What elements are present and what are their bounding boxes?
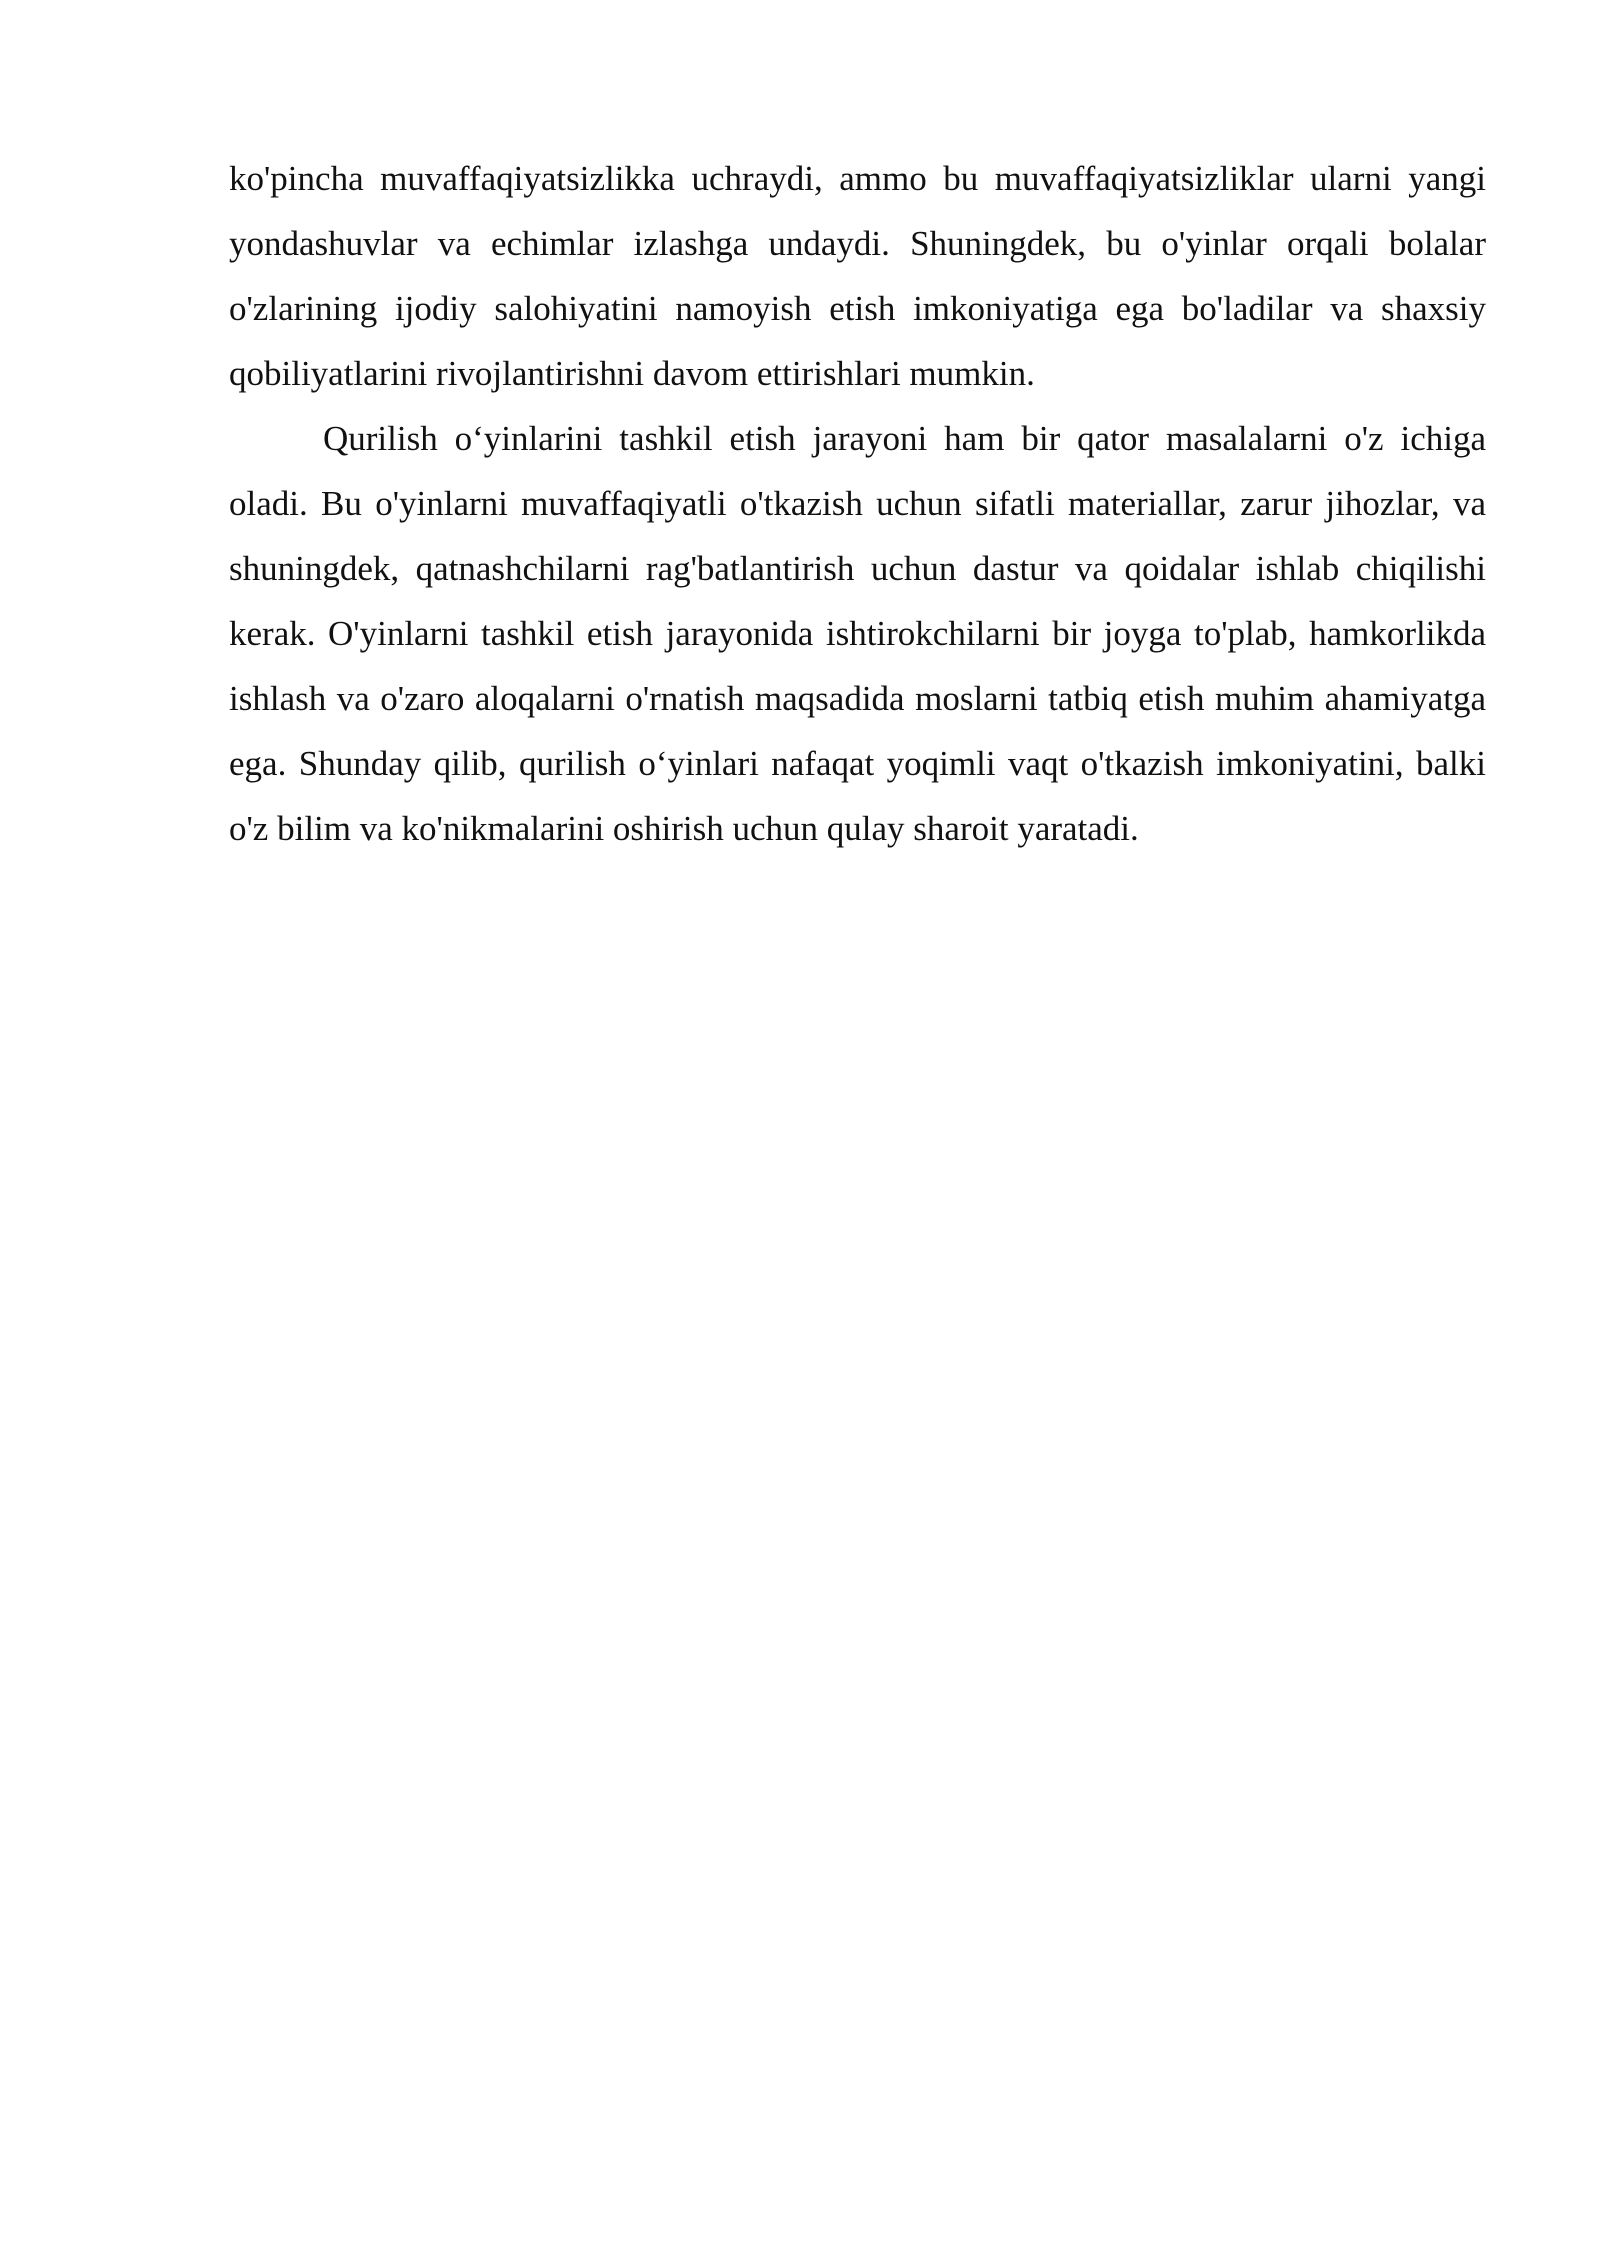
paragraph-continuation: ko'pincha muvaffaqiyatsizlikka uchraydi, ammo bu muvaffaqiyatsizliklar ularni yangi yondashuvlar va echimlar izlashga undaydi. Shuningdek, bu o'yinlar orqali bolalar o'zlarining ijodiy salohiyatini namoyish etish imkoniyatiga ega bo'ladilar va shaxsiy qobiliyatlarini rivojlantirishni davom ettirishlari mumkin. <box>229 159 1486 393</box>
body-text <box>229 146 1486 861</box>
paragraph-construction-games: Qurilish o‘yinlarini tashkil etish jarayoni ham bir qator masalalarni o'z ichiga oladi. Bu o'yinlarni muvaffaqiyatli o'tkazish uchun sifatli materiallar, zarur jihozlar, va shuningdek, qatnashchilarni rag'batlantirish uchun dastur va qoidalar ishlab chiqilishi kerak. O'yinlarni tashkil etish jarayonida ishtirokchilarni bir joyga to'plab, hamkorlikda ishlash va o'zaro aloqalarni o'rnatish maqsadida moslarni tatbiq etish muhim ahamiyatga ega. Shunday qilib, qurilish o‘yinlari nafaqat yoqimli vaqt o'tkazish imkoniyatini, balki o'z bilim va ko'nikmalarini oshirish uchun qulay sharoit yaratadi. <box>229 419 1486 848</box>
